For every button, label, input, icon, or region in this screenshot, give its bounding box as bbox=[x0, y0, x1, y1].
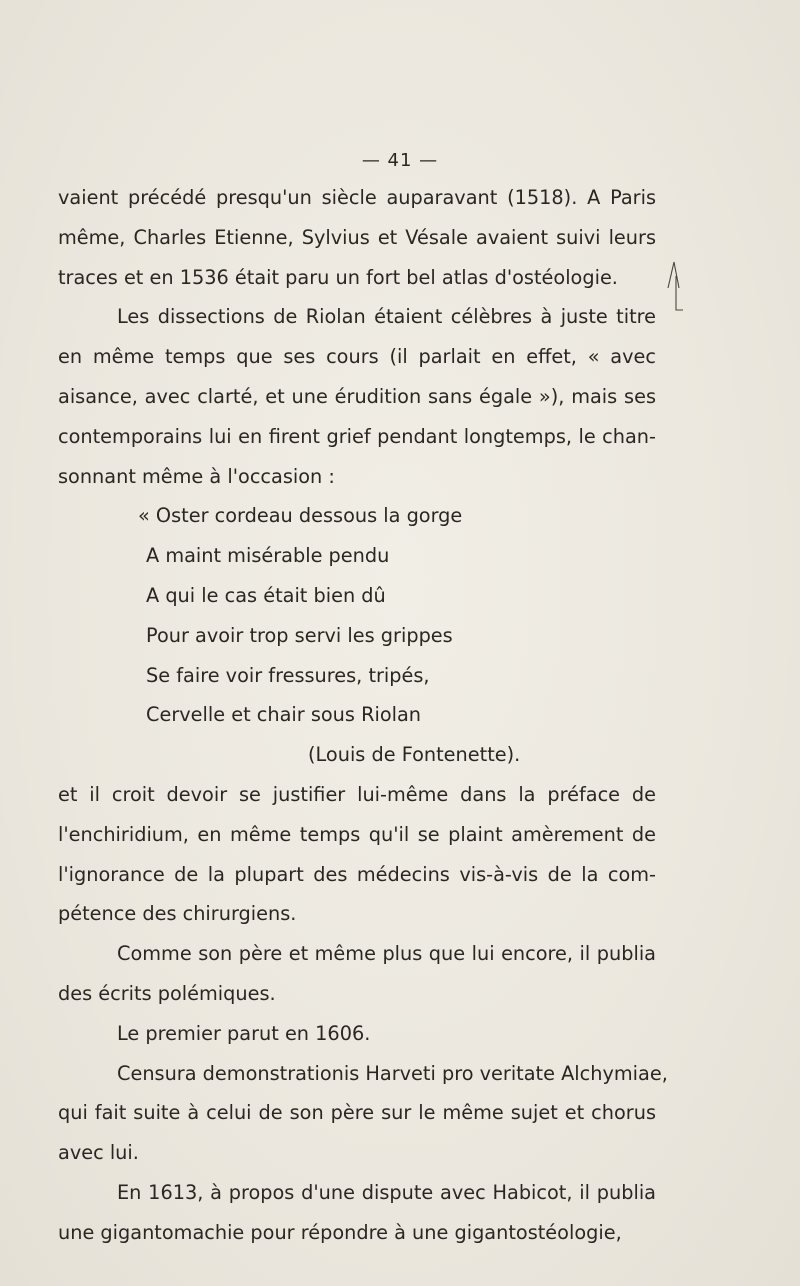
text-line: Les dissections de Riolan étaient célèbres à juste titre bbox=[117, 305, 656, 329]
text-line: l'ignorance de la plupart des médecins vis-à-vis de la com- bbox=[58, 862, 656, 886]
text-line: Censura demonstrationis Harveti pro veritate Alchymiae, bbox=[117, 1061, 668, 1085]
verse-line: A maint misérable pendu bbox=[146, 544, 390, 568]
text-line: aisance, avec clarté, et une érudition sans égale »), mais ses bbox=[58, 384, 656, 408]
text-line: avec lui. bbox=[58, 1141, 139, 1165]
text-line: Comme son père et même plus que lui encore, il publia bbox=[117, 942, 656, 966]
text-line: qui fait suite à celui de son père sur le même sujet et chorus bbox=[58, 1101, 656, 1125]
verse-line: Se faire voir fressures, tripés, bbox=[146, 663, 430, 687]
text-line: une gigantomachie pour répondre à une gigantostéologie, bbox=[58, 1220, 622, 1244]
verse-attribution: (Louis de Fontenette). bbox=[308, 743, 521, 767]
text-line: des écrits polémiques. bbox=[58, 981, 276, 1005]
verse-line: A qui le cas était bien dû bbox=[146, 583, 386, 607]
margin-bracket-mark bbox=[664, 258, 684, 316]
verse-line: Cervelle et chair sous Riolan bbox=[146, 703, 422, 727]
text-line: traces et en 1536 était paru un fort bel atlas d'ostéologie. bbox=[58, 265, 618, 289]
body-text bbox=[58, 178, 668, 1253]
verse-line: « Oster cordeau dessous la gorge bbox=[138, 504, 463, 528]
text-line: Le premier parut en 1606. bbox=[117, 1021, 371, 1045]
text-line: vaient précédé presqu'un siècle auparavant (1518). A Paris bbox=[58, 186, 656, 209]
text-line: contemporains lui en firent grief pendant longtemps, le chan- bbox=[58, 424, 656, 448]
text-line: sonnant même à l'occasion : bbox=[58, 464, 335, 488]
text-line: même, Charles Etienne, Sylvius et Vésale avaient suivi leurs bbox=[58, 225, 656, 249]
text-line: l'enchiridium, en même temps qu'il se plaint amèrement de bbox=[58, 822, 656, 846]
text-line: et il croit devoir se justifier lui-même dans la préface de bbox=[58, 782, 656, 806]
verse-line: Pour avoir trop servi les grippes bbox=[146, 623, 453, 647]
text-line: en même temps que ses cours (il parlait en effet, « avec bbox=[58, 345, 656, 369]
page-number: — 41 — bbox=[361, 150, 439, 171]
text-line: pétence des chirurgiens. bbox=[58, 902, 297, 926]
text-line: En 1613, à propos d'une dispute avec Habicot, il publia bbox=[117, 1180, 656, 1204]
